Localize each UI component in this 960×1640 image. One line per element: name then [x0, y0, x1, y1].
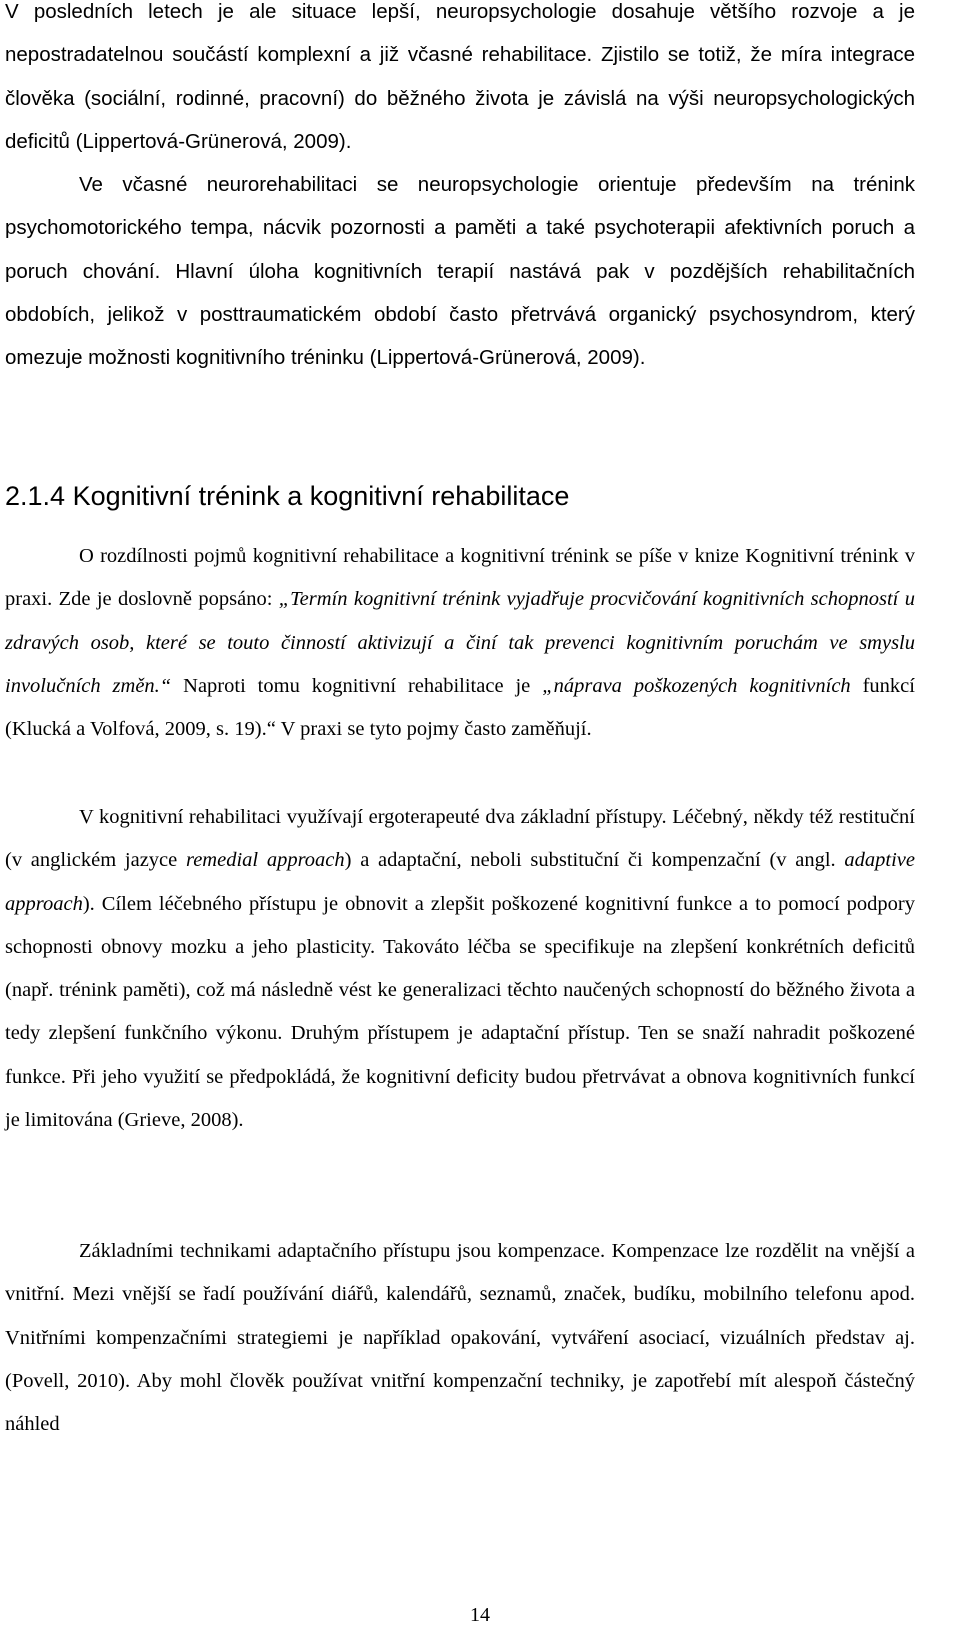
section-heading — [5, 474, 569, 518]
section-number: 2.1.4 — [5, 481, 66, 511]
paragraph-1 — [5, 0, 915, 163]
paragraph-3-end: funkcí (Klucká a Volfová, 2009, s. 19).“ V praxi se tyto pojmy často zaměňují. — [5, 674, 915, 741]
paragraph-4-part-c: ) a adaptační, neboli substituční či kompenzační (v angl. — [344, 849, 845, 872]
paragraph-4 — [5, 796, 915, 1142]
paragraph-3-quote: „Termín kognitivní trénink vyjadřuje procvičování kognitivních schopností u zdravých osob, které se touto činností aktivizují a činí tak prevenci kognitivním poruchám ve smyslu involučních změn.“ — [5, 588, 915, 697]
paragraph-4-term-remedial: remedial approach — [185, 849, 345, 872]
page-number: 14 — [470, 1604, 490, 1626]
paragraph-4-part-a: V kognitivní rehabilitaci využívají ergoterapeuté dva základní přístupy. Léčebný, někdy též restituční (v anglickém jazyce — [5, 806, 915, 872]
paragraph-2 — [5, 163, 915, 379]
paragraph-3-contrast: Naproti tomu kognitivní rehabilitace je — [171, 674, 543, 697]
paragraph-4-part-e: ). Cílem léčebného přístupu je obnovit a zlepšit poškozené kognitivní funkce a to pomocí podpory schopnosti obnovy mozku a jeho plasticity. Takováto léčba se specifikuje na zlepšení konkrétních deficitů (např. trénink paměti), což má následně vést ke generalizaci těchto naučených schopností do běžného života a tedy zlepšení funkčního výkonu. Druhým přístupem je adaptační přístup. Ten se snaží nahradit poškozené funkce. Při jeho využití se předpokládá, že kognitivní deficity budou přetrvávat a obnova kognitivních funkcí je limitována (Grieve, 2008). — [5, 892, 915, 1132]
paragraph-3-intro: O rozdílnosti pojmů kognitivní rehabilitace a kognitivní trénink se píše v knize Kognitivní trénink v praxi. Zde je doslovně popsáno: — [5, 545, 915, 611]
paragraph-3-quote-2: „náprava poškozených kognitivních — [542, 674, 851, 697]
paragraph-4-term-adaptive: adaptive approach — [5, 849, 915, 915]
paragraph-2-text: Ve včasné neurorehabilitaci se neuropsychologie orientuje především na trénink psychomotorického tempa, nácvik pozornosti a paměti a také psychoterapii afektivních poruch a poruch chování. Hlavní úloha kognitivních terapií nastává pak v pozdějších rehabilitačních obdobích, jelikož v posttraumatickém období často přetrvává organický psychosyndrom, který omezuje možnosti kognitivního tréninku (Lippertová-Grünerová, 2009). — [5, 173, 915, 370]
section-title: Kognitivní trénink a kognitivní rehabilitace — [72, 481, 570, 511]
paragraph-1-text: V posledních letech je ale situace lepší, neuropsychologie dosahuje většího rozvoje a je nepostradatelnou součástí komplexní a již včasné rehabilitace. Zjistilo se totiž, že míra integrace člověka (sociální, rodinné, pracovní) do běžného života je závislá na výši neuropsychologických deficitů (Lippertová-Grünerová, 2009). — [5, 0, 915, 153]
paragraph-3 — [5, 535, 915, 751]
paragraph-5-text: Základními technikami adaptačního přístupu jsou kompenzace. Kompenzace lze rozdělit na vnější a vnitřní. Mezi vnější se řadí používání diářů, kalendářů, seznamů, značek, budíku, mobilního telefonu apod. Vnitřními kompenzačními strategiemi je například opakování, vytváření asociací, vizuálních představ aj. (Povell, 2010). Aby mohl člověk používat vnitřní kompenzační techniky, je zapotřebí mít alespoň částečný náhled — [5, 1240, 915, 1436]
paragraph-5 — [5, 1230, 915, 1446]
